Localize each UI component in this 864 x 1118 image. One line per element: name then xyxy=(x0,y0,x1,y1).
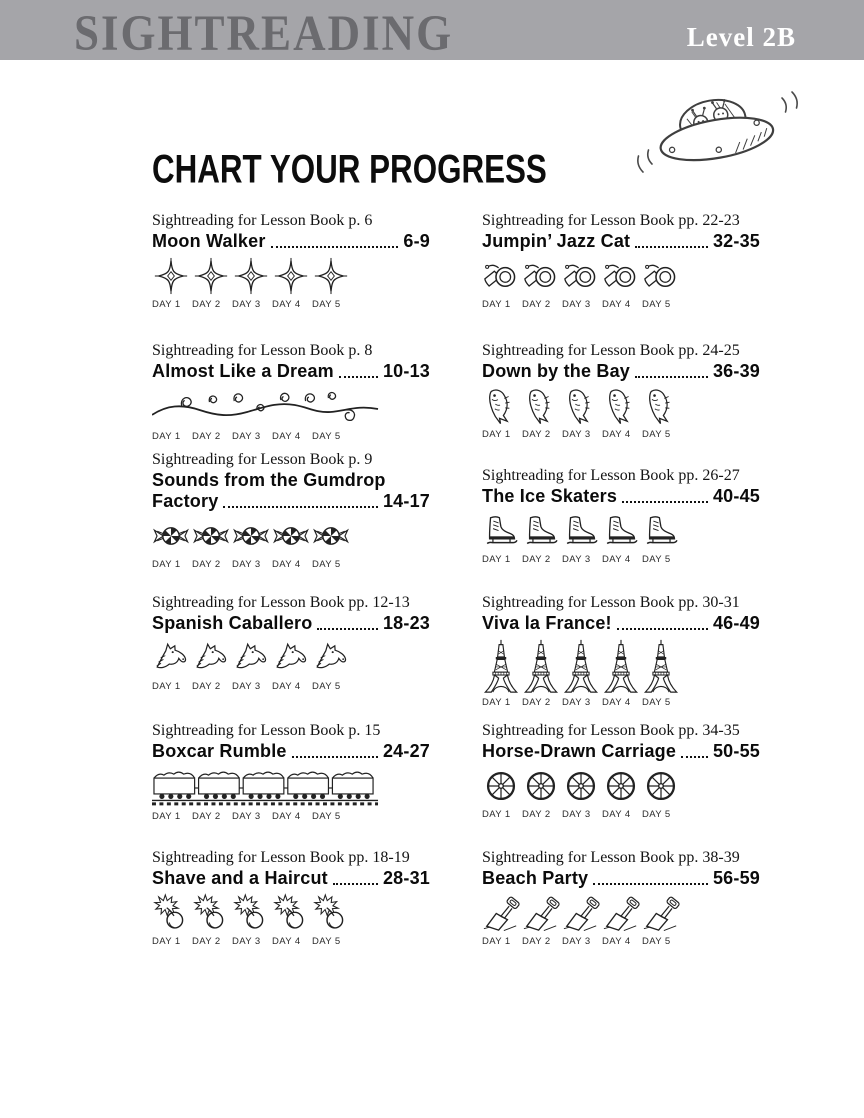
dotted-leader xyxy=(635,376,708,378)
candy-icon xyxy=(312,516,350,556)
boxcar-train-icon xyxy=(152,766,380,808)
day-label: DAY 4 xyxy=(602,936,631,947)
day-label: DAY 4 xyxy=(272,431,301,442)
sand-shovel-icon xyxy=(642,893,680,933)
entry-title: The Ice Skaters xyxy=(482,486,618,506)
entry-title-row xyxy=(152,470,430,491)
day-label: DAY 3 xyxy=(232,681,261,692)
ice-skate-icon xyxy=(522,511,560,551)
horn-icon xyxy=(522,256,560,296)
entry-title-row xyxy=(152,491,430,512)
day-label: DAY 2 xyxy=(192,299,221,310)
eiffel-tower-icon xyxy=(642,638,680,694)
entry-pages: 28-31 xyxy=(382,868,430,888)
entry-caption: Sightreading for Lesson Book pp. 12-13 xyxy=(152,594,410,611)
entry-title-block xyxy=(482,486,760,507)
entry-pages: 56-59 xyxy=(712,868,760,888)
entry-caption: Sightreading for Lesson Book pp. 38-39 xyxy=(482,849,740,866)
entry-title-row xyxy=(482,486,760,507)
progress-entry xyxy=(152,342,430,442)
day-label: DAY 1 xyxy=(152,811,181,822)
day-label: DAY 3 xyxy=(562,554,591,565)
eiffel-tower-icon xyxy=(482,638,520,694)
entry-icon-row xyxy=(152,256,430,296)
entry-title-row xyxy=(482,868,760,889)
level-badge: Level 2B xyxy=(686,22,796,52)
day-label: DAY 2 xyxy=(192,811,221,822)
sand-shovel-icon xyxy=(482,893,520,933)
progress-entry xyxy=(152,849,430,947)
entry-icon-row xyxy=(152,638,430,678)
entry-title-row xyxy=(152,613,430,634)
day-label: DAY 1 xyxy=(482,429,511,440)
day-label: DAY 2 xyxy=(522,299,551,310)
entry-title-block xyxy=(152,741,430,762)
entry-pages: 10-13 xyxy=(382,361,430,381)
day-label: DAY 4 xyxy=(272,559,301,570)
flourish-icon xyxy=(152,386,380,428)
horse-icon xyxy=(152,638,190,678)
firecracker-icon xyxy=(272,893,310,933)
entry-day-row xyxy=(152,559,430,570)
day-label: DAY 3 xyxy=(232,431,261,442)
entry-title: Shave and a Haircut xyxy=(152,868,328,888)
dotted-leader xyxy=(317,628,378,630)
right-column xyxy=(482,0,782,1118)
horse-icon xyxy=(192,638,230,678)
entry-day-row xyxy=(152,936,430,947)
progress-entry xyxy=(482,722,760,820)
entry-day-row xyxy=(152,299,430,310)
day-label: DAY 5 xyxy=(642,299,671,310)
entry-day-row xyxy=(482,809,760,820)
day-label: DAY 2 xyxy=(192,681,221,692)
series-title: SIGHTREADING xyxy=(74,5,454,62)
entry-caption: Sightreading for Lesson Book pp. 26-27 xyxy=(482,467,740,484)
day-label: DAY 5 xyxy=(642,554,671,565)
progress-entry xyxy=(482,849,760,947)
entry-pages: 50-55 xyxy=(712,741,760,761)
entry-caption: Sightreading for Lesson Book p. 15 xyxy=(152,722,381,739)
page-title: CHART YOUR PROGRESS xyxy=(152,146,547,192)
day-label: DAY 3 xyxy=(562,697,591,708)
entry-title-block xyxy=(482,231,760,252)
day-label: DAY 4 xyxy=(602,809,631,820)
day-label: DAY 4 xyxy=(272,681,301,692)
dotted-leader xyxy=(339,376,378,378)
firecracker-icon xyxy=(192,893,230,933)
candy-icon xyxy=(272,516,310,556)
entry-day-row xyxy=(152,811,430,822)
day-label: DAY 4 xyxy=(602,429,631,440)
day-label: DAY 1 xyxy=(482,299,511,310)
entry-pages: 32-35 xyxy=(712,231,760,251)
day-label: DAY 3 xyxy=(562,809,591,820)
dotted-leader xyxy=(223,506,378,508)
entry-title: Factory xyxy=(152,491,219,511)
wagon-wheel-icon xyxy=(602,766,640,806)
sparkle-icon xyxy=(312,256,350,296)
wagon-wheel-icon xyxy=(482,766,520,806)
day-label: DAY 4 xyxy=(272,936,301,947)
horn-icon xyxy=(602,256,640,296)
day-label: DAY 1 xyxy=(152,559,181,570)
entry-icon-row xyxy=(482,893,760,933)
day-label: DAY 1 xyxy=(152,936,181,947)
sparkle-icon xyxy=(192,256,230,296)
sand-shovel-icon xyxy=(522,893,560,933)
day-label: DAY 2 xyxy=(192,431,221,442)
day-label: DAY 5 xyxy=(642,697,671,708)
entry-caption: Sightreading for Lesson Book pp. 24-25 xyxy=(482,342,740,359)
day-label: DAY 1 xyxy=(482,809,511,820)
wagon-wheel-icon xyxy=(562,766,600,806)
entry-title: Viva la France! xyxy=(482,613,612,633)
entry-title: Spanish Caballero xyxy=(152,613,313,633)
entry-icon-row xyxy=(482,511,760,551)
entry-caption: Sightreading for Lesson Book p. 8 xyxy=(152,342,373,359)
entry-title-row xyxy=(482,613,760,634)
entry-pages: 6-9 xyxy=(403,231,430,251)
candy-icon xyxy=(152,516,190,556)
entry-day-row xyxy=(482,936,760,947)
progress-entry xyxy=(152,722,430,822)
day-label: DAY 5 xyxy=(312,559,341,570)
progress-entry xyxy=(152,212,430,310)
entry-icon-row xyxy=(482,638,760,694)
candy-icon xyxy=(192,516,230,556)
day-label: DAY 2 xyxy=(192,559,221,570)
dotted-leader xyxy=(292,756,378,758)
horn-icon xyxy=(482,256,520,296)
day-label: DAY 1 xyxy=(482,697,511,708)
entry-pages: 40-45 xyxy=(712,486,760,506)
day-label: DAY 1 xyxy=(482,936,511,947)
firecracker-icon xyxy=(312,893,350,933)
day-label: DAY 5 xyxy=(312,299,341,310)
day-label: DAY 3 xyxy=(562,299,591,310)
ice-skate-icon xyxy=(642,511,680,551)
horse-icon xyxy=(272,638,310,678)
entry-caption: Sightreading for Lesson Book pp. 18-19 xyxy=(152,849,410,866)
firecracker-icon xyxy=(232,893,270,933)
sparkle-icon xyxy=(232,256,270,296)
fish-icon xyxy=(482,386,520,426)
day-label: DAY 4 xyxy=(602,697,631,708)
day-label: DAY 2 xyxy=(522,809,551,820)
entry-title-row xyxy=(482,361,760,382)
progress-entry xyxy=(482,594,760,708)
entry-pages: 14-17 xyxy=(382,491,430,511)
entry-icon-row xyxy=(482,256,760,296)
day-label: DAY 3 xyxy=(232,936,261,947)
day-label: DAY 5 xyxy=(312,936,341,947)
progress-entry xyxy=(482,467,760,565)
dotted-leader xyxy=(617,628,708,630)
entry-title-block xyxy=(152,231,430,252)
entry-title: Moon Walker xyxy=(152,231,266,251)
entry-pages: 36-39 xyxy=(712,361,760,381)
dotted-leader xyxy=(681,756,708,758)
day-label: DAY 3 xyxy=(562,429,591,440)
entry-icon-row xyxy=(482,386,760,426)
day-label: DAY 5 xyxy=(312,681,341,692)
entry-title-row xyxy=(152,231,430,252)
day-label: DAY 2 xyxy=(522,554,551,565)
entry-title-block xyxy=(152,470,430,512)
dotted-leader xyxy=(271,246,399,248)
fish-icon xyxy=(642,386,680,426)
candy-icon xyxy=(232,516,270,556)
wagon-wheel-icon xyxy=(642,766,680,806)
firecracker-icon xyxy=(152,893,190,933)
entry-day-row xyxy=(482,554,760,565)
day-label: DAY 1 xyxy=(152,299,181,310)
entry-title-row xyxy=(152,361,430,382)
entry-day-row xyxy=(152,681,430,692)
fish-icon xyxy=(522,386,560,426)
entry-icon-row xyxy=(152,893,430,933)
entry-icon-row xyxy=(152,766,430,808)
entry-pages: 46-49 xyxy=(712,613,760,633)
sparkle-icon xyxy=(272,256,310,296)
fish-icon xyxy=(562,386,600,426)
entry-caption: Sightreading for Lesson Book p. 6 xyxy=(152,212,373,229)
progress-entry xyxy=(482,342,760,440)
entry-title-row xyxy=(152,868,430,889)
entry-title: Sounds from the Gumdrop xyxy=(152,470,386,490)
day-label: DAY 5 xyxy=(642,936,671,947)
sparkle-icon xyxy=(152,256,190,296)
dotted-leader xyxy=(622,501,708,503)
entry-caption: Sightreading for Lesson Book pp. 22-23 xyxy=(482,212,740,229)
entry-icon-row xyxy=(152,386,430,428)
entry-pages: 18-23 xyxy=(382,613,430,633)
dotted-leader xyxy=(333,883,378,885)
eiffel-tower-icon xyxy=(602,638,640,694)
entry-day-row xyxy=(152,431,430,442)
day-label: DAY 4 xyxy=(272,811,301,822)
entry-day-row xyxy=(482,697,760,708)
day-label: DAY 3 xyxy=(232,811,261,822)
entry-caption: Sightreading for Lesson Book pp. 34-35 xyxy=(482,722,740,739)
entry-title: Horse-Drawn Carriage xyxy=(482,741,677,761)
day-label: DAY 2 xyxy=(522,697,551,708)
day-label: DAY 4 xyxy=(272,299,301,310)
entry-title-block xyxy=(482,613,760,634)
day-label: DAY 1 xyxy=(152,431,181,442)
day-label: DAY 2 xyxy=(522,936,551,947)
day-label: DAY 4 xyxy=(602,554,631,565)
eiffel-tower-icon xyxy=(522,638,560,694)
left-column xyxy=(152,0,452,1118)
entry-title-block xyxy=(482,868,760,889)
dotted-leader xyxy=(593,883,708,885)
day-label: DAY 3 xyxy=(562,936,591,947)
progress-entry xyxy=(482,212,760,310)
day-label: DAY 5 xyxy=(312,811,341,822)
wagon-wheel-icon xyxy=(522,766,560,806)
entry-title-block xyxy=(152,613,430,634)
entry-title-row xyxy=(482,231,760,252)
entry-title: Almost Like a Dream xyxy=(152,361,334,381)
entry-icon-row xyxy=(152,516,430,556)
ice-skate-icon xyxy=(562,511,600,551)
day-label: DAY 5 xyxy=(312,431,341,442)
entry-title: Boxcar Rumble xyxy=(152,741,287,761)
entry-title: Beach Party xyxy=(482,868,589,888)
entry-icon-row xyxy=(482,766,760,806)
entry-title: Jumpin’ Jazz Cat xyxy=(482,231,631,251)
entry-day-row xyxy=(482,429,760,440)
fish-icon xyxy=(602,386,640,426)
day-label: DAY 2 xyxy=(192,936,221,947)
entry-caption: Sightreading for Lesson Book p. 9 xyxy=(152,451,373,468)
entry-caption: Sightreading for Lesson Book pp. 30-31 xyxy=(482,594,740,611)
day-label: DAY 4 xyxy=(602,299,631,310)
sand-shovel-icon xyxy=(602,893,640,933)
entry-title-block xyxy=(482,361,760,382)
entry-day-row xyxy=(482,299,760,310)
day-label: DAY 2 xyxy=(522,429,551,440)
day-label: DAY 1 xyxy=(152,681,181,692)
horse-icon xyxy=(312,638,350,678)
entry-title-row xyxy=(482,741,760,762)
day-label: DAY 1 xyxy=(482,554,511,565)
ice-skate-icon xyxy=(602,511,640,551)
eiffel-tower-icon xyxy=(562,638,600,694)
horse-icon xyxy=(232,638,270,678)
day-label: DAY 5 xyxy=(642,429,671,440)
entry-title-block xyxy=(152,361,430,382)
ice-skate-icon xyxy=(482,511,520,551)
day-label: DAY 3 xyxy=(232,299,261,310)
entry-title-row xyxy=(152,741,430,762)
progress-entry xyxy=(152,451,430,570)
sand-shovel-icon xyxy=(562,893,600,933)
entry-pages: 24-27 xyxy=(382,741,430,761)
dotted-leader xyxy=(635,246,708,248)
progress-entry xyxy=(152,594,430,692)
horn-icon xyxy=(642,256,680,296)
horn-icon xyxy=(562,256,600,296)
entry-title-block xyxy=(152,868,430,889)
day-label: DAY 3 xyxy=(232,559,261,570)
entry-title: Down by the Bay xyxy=(482,361,631,381)
day-label: DAY 5 xyxy=(642,809,671,820)
entry-title-block xyxy=(482,741,760,762)
